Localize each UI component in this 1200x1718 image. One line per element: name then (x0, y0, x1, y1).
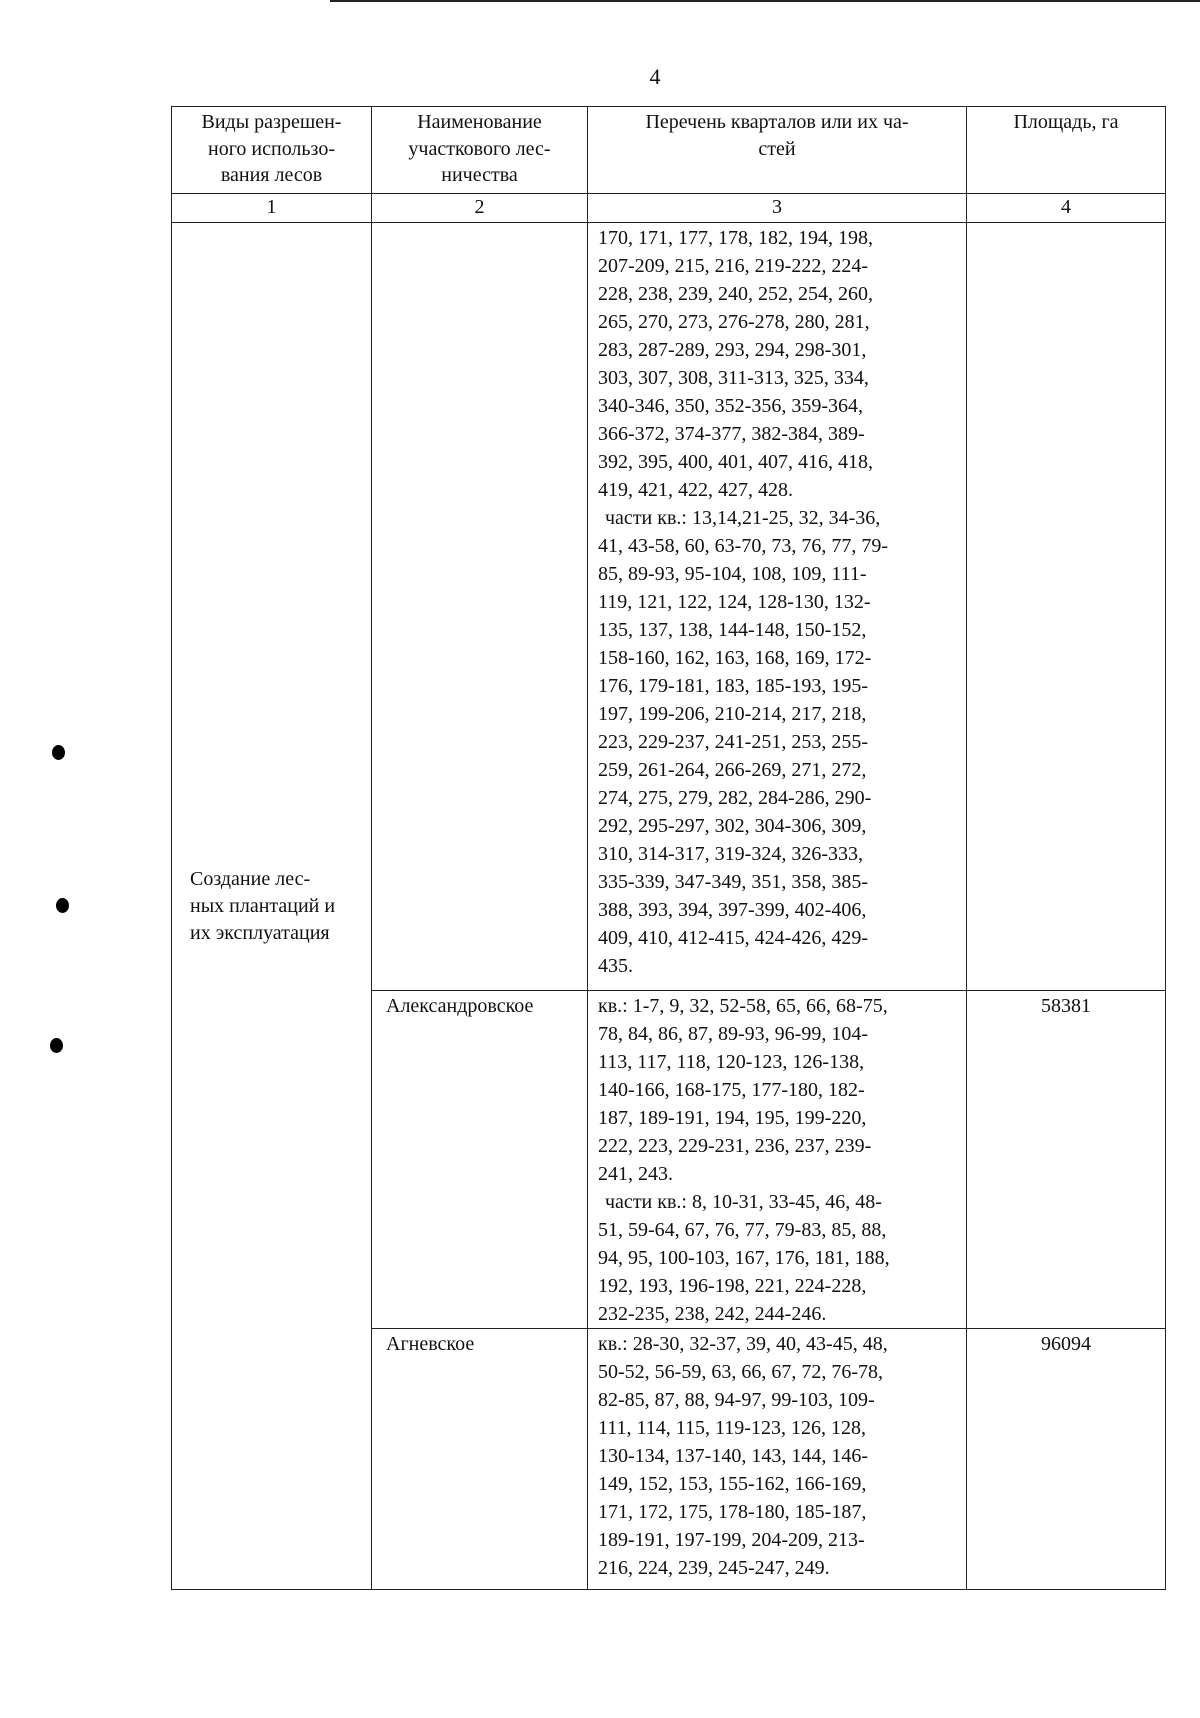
area-cell: 96094 (967, 1329, 1166, 1590)
quarters-line: 388, 393, 394, 397-399, 402-406, (598, 899, 867, 921)
quarters-line: 216, 224, 239, 245-247, 249. (598, 1557, 830, 1579)
quarters-line: 187, 189-191, 194, 195, 199-220, (598, 1107, 867, 1129)
quarters-line: 85, 89-93, 95-104, 108, 109, 111- (598, 563, 867, 585)
quarters-line: 392, 395, 400, 401, 407, 416, 418, (598, 451, 873, 473)
quarters-line: 149, 152, 153, 155-162, 166-169, (598, 1473, 867, 1495)
forestry-name-cell: Агневское (372, 1329, 588, 1590)
header-line: участкового лес- (408, 137, 551, 160)
quarters-line: 265, 270, 273, 276-278, 280, 281, (598, 311, 870, 333)
quarters-line: 113, 117, 118, 120-123, 126-138, (598, 1051, 865, 1073)
quarters-line: 111, 114, 115, 119-123, 126, 128, (598, 1417, 866, 1439)
column-number: 2 (372, 194, 588, 223)
column-number: 1 (172, 194, 372, 223)
quarters-line: 274, 275, 279, 282, 284-286, 290- (598, 787, 872, 809)
quarters-line: 176, 179-181, 183, 185-193, 195- (598, 675, 868, 697)
quarters-line: 340-346, 350, 352-356, 359-364, (598, 395, 863, 417)
column-number: 3 (588, 194, 967, 223)
quarters-line: 207-209, 215, 216, 219-222, 224- (598, 255, 868, 277)
quarters-list-cell (588, 991, 967, 1329)
area-cell: 58381 (967, 991, 1166, 1329)
forestry-name-cell (372, 223, 588, 991)
header-line: стей (758, 137, 796, 160)
quarters-line: 259, 261-264, 266-269, 271, 272, (598, 759, 867, 781)
quarters-line: части кв.: 13,14,21-25, 32, 34-36, (605, 507, 881, 529)
quarters-line: кв.: 1-7, 9, 32, 52-58, 65, 66, 68-75, (598, 995, 888, 1017)
quarters-line: 310, 314-317, 319-324, 326-333, (598, 843, 863, 865)
quarters-line: 158-160, 162, 163, 168, 169, 172- (598, 647, 872, 669)
quarters-line: 94, 95, 100-103, 167, 176, 181, 188, (598, 1247, 890, 1269)
header-line: вания лесов (220, 164, 323, 186)
quarters-line: 241, 243. (598, 1163, 673, 1185)
table-header-row (172, 107, 1166, 194)
quarters-line: 189-191, 197-199, 204-209, 213- (598, 1529, 865, 1551)
header-line: Площадь, га (1013, 111, 1119, 133)
use-type-line: Создание лес- (190, 867, 311, 890)
quarters-line: 366-372, 374-377, 382-384, 389- (598, 423, 865, 445)
quarters-line: 135, 137, 138, 144-148, 150-152, (598, 619, 867, 641)
ink-blot (52, 745, 65, 760)
quarters-line: 82-85, 87, 88, 94-97, 99-103, 109- (598, 1389, 875, 1411)
quarters-line: 140-166, 168-175, 177-180, 182- (598, 1079, 865, 1101)
quarters-line: 292, 295-297, 302, 304-306, 309, (598, 815, 867, 837)
area-cell (967, 223, 1166, 991)
header-line: ного использо- (208, 137, 335, 160)
quarters-line: 192, 193, 196-198, 221, 224-228, (598, 1275, 867, 1297)
quarters-line: 197, 199-206, 210-214, 217, 218, (598, 703, 867, 725)
page-number: 4 (649, 64, 661, 89)
ink-blot (50, 1038, 63, 1053)
header-line: Наименование (417, 111, 542, 133)
forestry-name-cell: Александровское (372, 991, 588, 1329)
quarters-line: 171, 172, 175, 178-180, 185-187, (598, 1501, 867, 1523)
header-line: Виды разрешен- (201, 111, 342, 133)
header-line: ничества (441, 164, 518, 186)
quarters-line: 283, 287-289, 293, 294, 298-301, (598, 339, 867, 361)
header-area (967, 107, 1166, 194)
use-type-line: их эксплуатация (190, 921, 330, 944)
table-row (172, 223, 1166, 991)
header-line: Перечень кварталов или их ча- (645, 111, 909, 133)
use-type-cell (172, 223, 372, 1590)
quarters-line: 409, 410, 412-415, 424-426, 429- (598, 927, 868, 949)
quarters-line: 222, 223, 229-231, 236, 237, 239- (598, 1135, 872, 1157)
quarters-line: 50-52, 56-59, 63, 66, 67, 72, 76-78, (598, 1361, 883, 1383)
quarters-line: 78, 84, 86, 87, 89-93, 96-99, 104- (598, 1023, 868, 1045)
quarters-line: кв.: 28-30, 32-37, 39, 40, 43-45, 48, (598, 1333, 888, 1355)
header-use-type (172, 107, 372, 194)
header-forestry-name (372, 107, 588, 194)
quarters-line: 51, 59-64, 67, 76, 77, 79-83, 85, 88, (598, 1219, 887, 1241)
top-border-rule (330, 0, 1200, 2)
quarters-line: 435. (598, 955, 633, 977)
quarters-line: 335-339, 347-349, 351, 358, 385- (598, 871, 868, 893)
quarters-line: 130-134, 137-140, 143, 144, 146- (598, 1445, 868, 1467)
quarters-line: 170, 171, 177, 178, 182, 194, 198, (598, 227, 873, 249)
quarters-line: части кв.: 8, 10-31, 33-45, 46, 48- (605, 1191, 882, 1213)
header-quarters-list (588, 107, 967, 194)
quarters-list-cell (588, 1329, 967, 1590)
column-number-row (172, 194, 1166, 223)
quarters-line: 41, 43-58, 60, 63-70, 73, 76, 77, 79- (598, 535, 888, 557)
quarters-line: 419, 421, 422, 427, 428. (598, 479, 793, 501)
column-number: 4 (967, 194, 1166, 223)
quarters-line: 303, 307, 308, 311-313, 325, 334, (598, 367, 869, 389)
ink-blot (56, 898, 69, 913)
quarters-line: 232-235, 238, 242, 244-246. (598, 1303, 827, 1325)
forest-quarters-table (171, 106, 1166, 1590)
quarters-line: 223, 229-237, 241-251, 253, 255- (598, 731, 868, 753)
quarters-line: 228, 238, 239, 240, 252, 254, 260, (598, 283, 873, 305)
use-type-line: ных плантаций и (190, 894, 336, 917)
quarters-list-cell (588, 223, 967, 991)
quarters-line: 119, 121, 122, 124, 128-130, 132- (598, 591, 871, 613)
